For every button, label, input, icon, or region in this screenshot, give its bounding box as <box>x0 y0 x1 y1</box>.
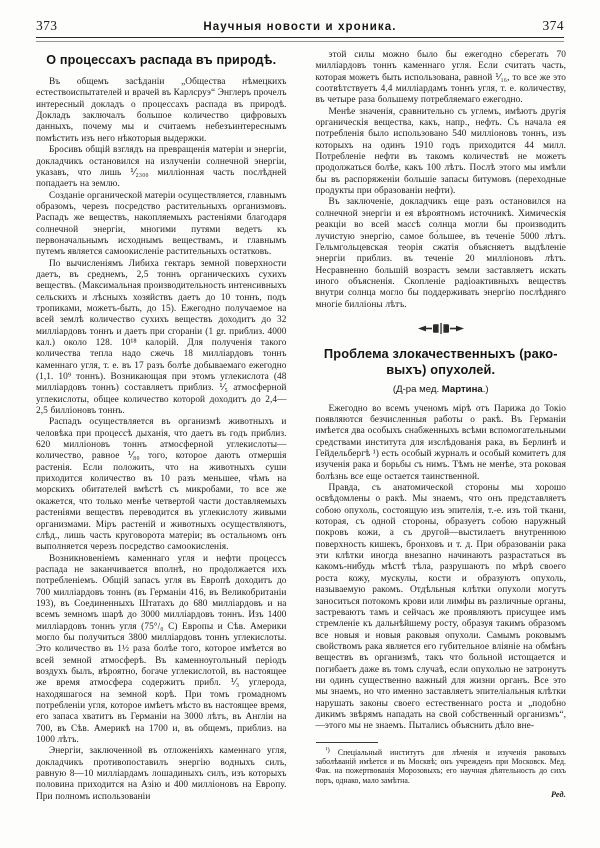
left-column <box>36 50 287 832</box>
article-title-line-1: Проблема злокачественныхъ (рако- <box>323 345 558 361</box>
header-rule <box>36 37 564 38</box>
byline-author-name: Мартина <box>441 383 483 395</box>
paragraph: Менѣе значенія, сравнительно съ углемъ, имѣютъ другія органическія вещества, какъ, напр., нефть. Съ начала ея потребленія было использовано 540 милліоновъ тоннъ, изъ которыхъ на одинъ 1910 годъ приходится 44 милл. Потребленіе нефти въ такомъ количествѣ не можетъ продолжаться болѣе, какъ 100 лѣтъ. Послѣ этого мы имѣли бы въ распоряженіи большіе запасы битумовъ (переходные продукты при образованіи нефти). <box>315 106 566 197</box>
article-title-line-2: выхъ) опухолей. <box>386 362 496 378</box>
article-byline <box>316 384 567 395</box>
folio-right: 374 <box>542 18 564 33</box>
paragraph: Въ заключеніе, докладчикъ еще разъ остановился на солнечной энергіи и ея вѣроятномъ источникѣ. Химическія реакціи во всей массѣ солнца могли бы производить лучистую энергію, самое бо́льшее, въ теченіе 5000 лѣтъ. Гельмгольцевская теорія сжатія объясняетъ выдѣленіе энергіи приблиз. въ теченіе 20 милліоновъ лѣтъ. Несравненно большій возрастъ земли заставляетъ искать иного объясненія. Скопленіе радіоактивныхъ веществъ внутри солнца могло бы поддерживать энергію послѣдняго многіе билліоны лѣтъ. <box>315 197 566 310</box>
article-title-tumours <box>316 346 567 379</box>
article-title-decay: О процессахъ распада въ природѣ. <box>46 53 277 67</box>
paragraph: этой силы можно было бы ежегодно сберегать 70 милліардовъ тоннъ каменнаго угля. Если считать часть, которая можетъ быть использована, равной ⅟₁₆, то все же это соотвѣтствуетъ 4,4 милліардамъ тоннъ угля, т. е. количеству, въ четыре раза большему потребляемаго ежегодно. <box>315 50 566 106</box>
header-rule-secondary <box>36 41 564 42</box>
byline-suffix: .) <box>482 383 489 395</box>
running-head-title: Научныя новости и хроника. <box>203 21 397 33</box>
footnote-text: Спеціальный институтъ для лѣченія и изученія раковыхъ заболѣваній имѣется и въ Москвѣ; онъ учрежденъ при Московск. Мед. Фак. на пожертвованія Морозовыхъ; его научная дѣятельность до сихъ поръ, однако, мало замѣтна. <box>315 747 567 785</box>
footnote-rule <box>316 742 378 743</box>
paragraph: Ежегодно во всемъ ученомъ мірѣ отъ Парижа до Токіо появляются безчисленныя работы о ракѣ. Въ Германіи имѣется два особыхъ снабженныхъ всѣми вспомогательными средствами института для изслѣдованія рака, въ Берлинѣ и Гейдельбергѣ ¹) есть особый журналъ и особый комитетъ для изученія рака и борьбы съ нимъ. Тѣмъ не менѣе, эта роковая болѣзнь все еще остается таинственной. <box>315 403 566 482</box>
byline-prefix: (Д-ра мед. <box>392 383 442 395</box>
paragraph: Въ общемъ засѣданіи „Общества нѣмецкихъ естествоиспытателей и врачей въ Карлсруэ“ Энглеръ прочелъ интересный докладъ о процессахъ распада въ природѣ. Докладъ заключалъ большое количество цифровыхъ данныхъ, почему мы и считаемъ небезъинтереснымъ помѣстить изъ него нѣкоторыя выдержки. <box>36 77 287 144</box>
folio-left: 373 <box>36 18 58 33</box>
ornament-divider-icon <box>316 320 567 332</box>
paragraph: Распадъ осуществляется въ организмѣ животныхъ и человѣка при процессѣ дыханія, что даетъ въ годъ приблиз. 620 милліоновъ тоннъ атмосферной углекислоты—количество, равное ⅟₈₀ того, которое даютъ отмершія растенія. Если положить, что на животныхъ суши приходится количество въ 10 разъ меньшее, чѣмъ на морскихъ обитателей вмѣстѣ съ микробами, то все же окажется, что только менѣе четвертой части доставляемыхъ растеніями веществъ переводится въ углекислоту живыми организмами. Міръ растеній и животныхъ осуществляютъ, слѣд., лишь часть круговорота матеріи; въ остальномъ онъ выполняется черезъ посредство самоокисленія. <box>36 417 287 553</box>
footnote-signature: Ред. <box>550 789 566 799</box>
two-column-body <box>36 50 566 832</box>
paragraph: Правда, съ анатомической стороны мы хорошо освѣдомлены о ракѣ. Мы знаемъ, что онъ представляетъ собою опухоль, состоящую изъ эпителія, т.-е. изъ той ткани, которая, съ одной стороны, образуетъ собою наружный покровъ кожи, а съ другой—выстилаетъ внутреннюю поверхность кишекъ, бронховъ и т. д. При образованіи рака эти клѣтки иногда внезапно начинаютъ разрастаться въ какомъ-нибудь мѣстѣ тѣла, разрушаютъ по мѣрѣ своего роста кожу, мускулы, кости и образуютъ опухоль, называемую ракомъ. Отдѣльныя клѣтки опухоли могутъ заноситься потокомъ крови или лимфы въ различные органы, застреваютъ тамъ и сейчасъ же проявляютъ присущее имъ стремленіе къ дальнѣйшему росту, образуя такимъ образомъ все новыя и новыя раковыя опухоли. Самымъ роковымъ свойствомъ рака является его губительное вліяніе на обмѣнъ веществъ въ организмѣ, такъ что больной истощается и погибаетъ даже въ томъ случаѣ, если опухолью не затронутъ ни одинъ существенно важный для жизни органъ. Все это мы знаемъ, но что именно заставляетъ эпителіальныя клѣтки нарушать законы своего естественнаго роста и „подобно дикимъ звѣрямъ нападать на свой собственный организмъ“,—этого мы не знаемъ. Пытались объяснить дѣло вне- <box>315 483 566 732</box>
right-column <box>316 50 567 832</box>
paragraph: Энергіи, заключенной въ отложеніяхъ каменнаго угля, докладчикъ противопоставилъ энергію водныхъ силъ, равную 8—10 милліардамъ лошадиныхъ силъ, изъ которыхъ половина приходится на Азію и 400 милліоновъ на Европу. При полномъ использованіи <box>36 746 287 802</box>
paragraph: Возникновеніемъ каменнаго угля и нефти процессъ распада не заканчивается вполнѣ, но продолжается ихъ потребленіемъ. Общій запасъ угля въ Европѣ доходитъ до 700 милліардовъ тоннъ (въ Германіи 416, въ Великобританіи 193), въ Соединенныхъ Штатахъ до 680 милліардовъ и на всемъ земномъ шарѣ до 3000 милліардовъ тоннъ. Изъ 1400 милліардовъ тоннъ угля (75°/₀ С) Европы и Сѣв. Америки могло бы получиться 3800 милліардовъ тоннъ углекислоты. Это количество въ 1½ раза болѣе того, которое имѣется во всей земной атмосферѣ. Въ каменноугольный періодъ воздухъ былъ, вѣроятно, богаче углекислотой, въ настоящее же время атмосфера содержитъ прибл. ⅟₃ углерода, находяшагося на земной корѣ. При томъ громадномъ потребленіи угля, которое имѣетъ мѣсто въ настоящее время, его запаса хватитъ въ Германіи на 3000 лѣтъ, въ Англіи на 700, въ Сѣв. Америкѣ на 1700 и, въ общемъ, приблиз. на 1000 лѣтъ. <box>36 553 287 746</box>
paragraph: По вычисленіямъ Либиха гектаръ земной поверхности даетъ, въ среднемъ, 2,5 тоннъ органическихъ сухихъ веществъ. (Максимальная производительность интенсивныхъ сельскихъ и лѣсныхъ хозяйствъ даетъ до 10 тоннъ, подъ тропиками, можетъ-быть, до 15). Ежегодно получаемое на всей землѣ количество сухихъ веществъ доходитъ до 32 милліардовъ тоннъ и даетъ при сгораніи (1 gr. приблиз. 4000 кал.) около 128. 10¹⁸ калорій. Для полученія такого количества тепла надо сжечь 18 милліардовъ тоннъ каменнаго угля, т. е. въ 17 разъ болѣе добываемаго ежегодно (1,1. 10⁹ тоннъ). Возникающая при этомъ углекислота (48 милліардовъ тоннъ) составляетъ приблиз. ⅟₅ атмосферной углекислоты, общее количество которой доходитъ до 2,4—2,5 билліоновъ тоннъ. <box>36 258 287 417</box>
footnote <box>316 748 567 785</box>
paragraph: Бросивъ общій взглядъ на превращенія матеріи и энергіи, докладчикъ остановился на излученіи солнечной энергіи, указавъ, что лишь ⅟₂₃₀₀ милліонная часть послѣдней попадаетъ на землю. <box>36 145 287 190</box>
footnote-marker: ¹) <box>325 746 330 754</box>
paragraph: Созданіе органической матеріи осуществляется, главнымъ образомъ, черезъ посредство растительныхъ организмовъ. Распадъ же веществъ, накопляемыхъ растеніями благодаря солнечной энергіи, многими путями ведетъ къ первоначальнымъ исходнымъ веществамъ, и главнымъ путемъ является самоокисленіе растительныхъ остатковъ. <box>36 190 287 258</box>
